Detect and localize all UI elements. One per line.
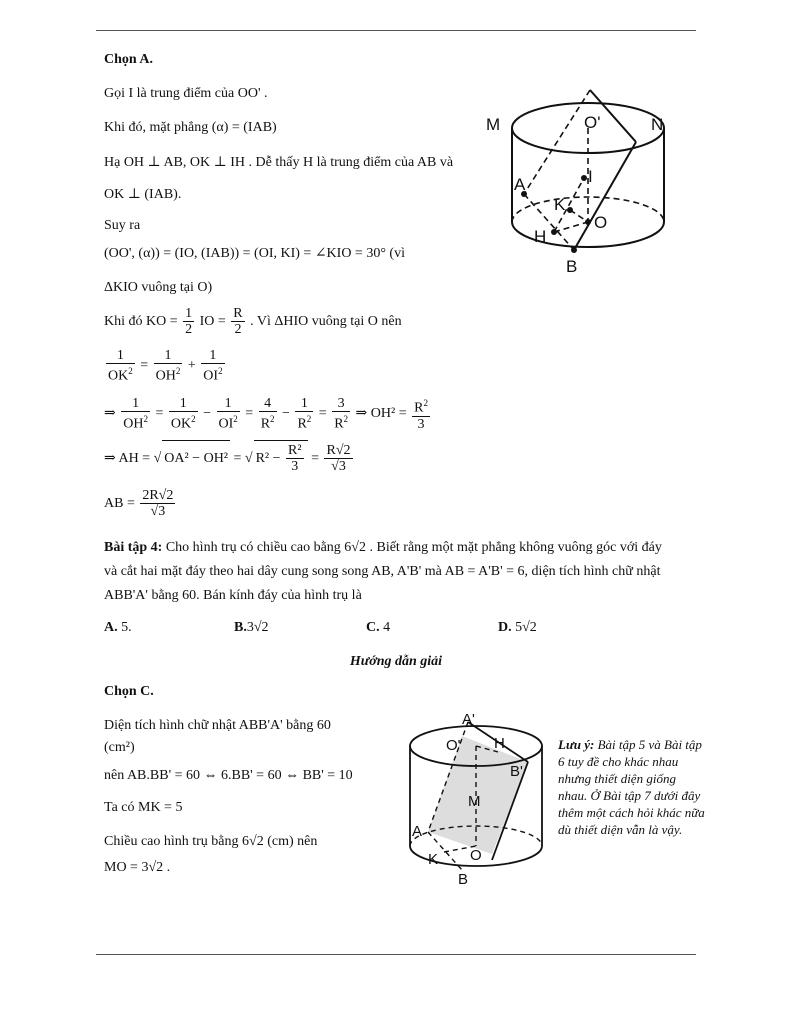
label-m: M xyxy=(468,793,481,810)
oh-equation: ⇒ $\frac{1}{OH^2}$ = $\frac{1}{OK^2}$ − $\frac{1}{OI^2}$ = $\frac{4}{R^2}$ − $\frac{1}{R^2}$ = $\frac{3}{R^2}$ ⇒ OH² = $\frac{R^2}{3}$ xyxy=(104,396,428,432)
label-a: A xyxy=(412,823,423,840)
ah-equation: ⇒ AH = √ OA² − OH² = √ R² − $\frac{\text{R²}}{3}$ = $\frac{R√2}{√3}$ xyxy=(104,440,355,477)
label-h: H xyxy=(534,227,547,246)
text-line: Suy ra xyxy=(104,218,141,233)
text-line: (OO', (α)) = (IO, (IAB)) = (OI, KI) = ∠KIO = 30° (vì xyxy=(104,246,405,261)
bottom-rule xyxy=(96,954,696,955)
solution-line: MO = 3√2 . xyxy=(104,860,171,875)
dashed-ko xyxy=(570,210,588,222)
label-o-prime: O' xyxy=(584,113,601,132)
label-o: O xyxy=(594,213,608,232)
label-h: H xyxy=(494,735,505,752)
label-m: M xyxy=(486,115,501,134)
option-a[interactable]: A. 5. xyxy=(104,620,132,635)
problem-line-2: và cắt hai mặt đáy theo hai dây cung song song AB, A'B' mà AB = A'B' = 6, diện tích hình chữ nhật xyxy=(104,564,661,579)
dashed-ab xyxy=(524,194,574,250)
plane-edge xyxy=(574,142,636,250)
solution-heading: Hướng dẫn giải xyxy=(349,654,443,669)
cylinder-figure-1 xyxy=(484,82,674,278)
solution-line: Diện tích hình chữ nhật ABB'A' bằng 60 xyxy=(104,718,331,733)
text-line: Khi đó, mặt phẳng (α) = (IAB) xyxy=(104,120,277,135)
ab-equation: AB = $\frac{2R√2}{√3}$ xyxy=(104,488,174,520)
text-line: ΔKIO vuông tại O) xyxy=(104,280,213,295)
option-c[interactable]: C. 4 xyxy=(366,620,391,635)
label-o: O xyxy=(470,847,482,864)
choose-a: Chọn A. xyxy=(104,52,154,67)
option-b[interactable]: B.3√2 xyxy=(234,620,269,635)
text-line: OK ⊥ (IAB). xyxy=(104,187,182,202)
label-b: B xyxy=(458,871,469,888)
problem-line-1: Bài tập 4: Cho hình trụ có chiều cao bằng 6√2 . Biết rằng một mặt phẳng không vuông góc với đáy xyxy=(104,540,662,555)
ko-equation: Khi đó KO = $\frac{1}{2}$ IO = $\frac{R}{2}$ . Vì ΔHIO vuông tại O nên xyxy=(104,306,402,338)
label-n: N xyxy=(651,115,664,134)
solution-line: (cm²) xyxy=(104,740,135,755)
label-a: A xyxy=(514,175,526,194)
note: Lưu ý: Bài tập 5 và Bài tập 6 tuy đề cho khác nhau nhưng thiết diện giống nhau. Ở Bài tập 7 dưới đây thêm một cách hỏi khác nữa dù thiết diện vẫn là vậy. xyxy=(558,737,705,837)
solution-line: Ta có MK = 5 xyxy=(104,800,183,815)
reciprocal-equation: $\frac{1}{OK^2}$ = $\frac{1}{OH^2}$ + $\frac{1}{OI^2}$ xyxy=(108,348,223,384)
label-k: K xyxy=(554,195,566,214)
label-a-prime: A' xyxy=(462,711,475,728)
text-line: Hạ OH ⊥ AB, OK ⊥ IH . Dễ thấy H là trung điểm của AB và xyxy=(104,155,454,170)
label-i: I xyxy=(588,167,593,186)
label-o-prime: O' xyxy=(446,737,461,754)
solution-line: nên AB.BB' = 60 ⇔ 6.BB' = 60 ⇔ BB' = 10 xyxy=(104,768,353,783)
solution-line: Chiều cao hình trụ bằng 6√2 (cm) nên xyxy=(104,834,318,849)
cylinder-figure-2 xyxy=(404,710,550,888)
label-b-prime: B' xyxy=(510,763,523,780)
top-rule xyxy=(96,30,696,31)
option-d[interactable]: D. 5√2 xyxy=(498,620,537,635)
label-k: K xyxy=(428,851,439,868)
problem-line-3: ABB'A' bằng 60. Bán kính đáy của hình trụ là xyxy=(104,588,362,603)
choose-c: Chọn C. xyxy=(104,684,154,699)
text-line: Gọi I là trung điểm của OO' . xyxy=(104,86,268,101)
dashed-ho xyxy=(554,222,588,232)
label-b: B xyxy=(566,257,578,276)
